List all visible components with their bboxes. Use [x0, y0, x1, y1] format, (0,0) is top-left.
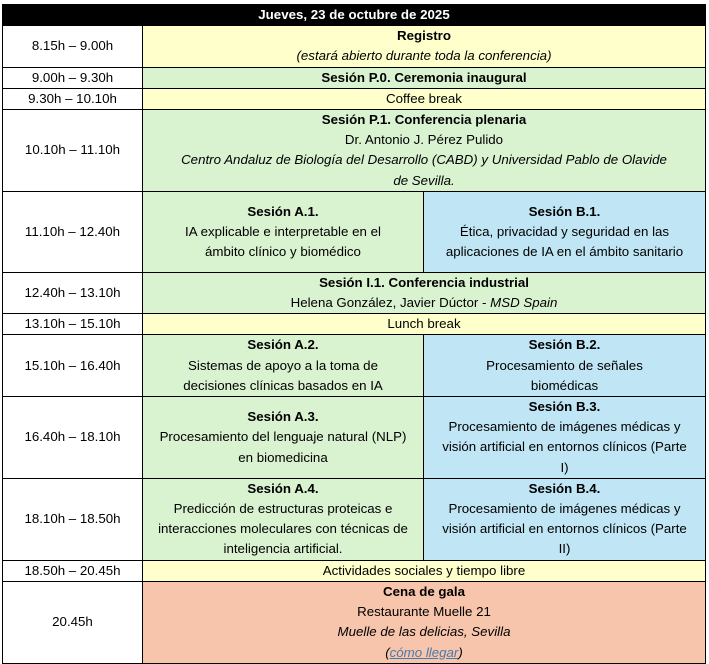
session-a3-title: Sesión A.3.: [247, 409, 319, 425]
row-s2: [3, 335, 706, 397]
cena-address: Muelle de las delicias, Sevilla: [337, 624, 511, 640]
cena-cell: [143, 581, 706, 663]
time-cell: 9.00h – 9.30h: [3, 67, 143, 88]
social-title: Actividades sociales y tiempo libre: [143, 560, 706, 581]
session-a4-desc: Predicción de estructuras proteicas e interacciones moleculares con técnicas de inteligencia artificial.: [158, 501, 408, 557]
paren-close: ): [458, 644, 463, 660]
time-cell: 12.40h – 13.10h: [3, 272, 143, 313]
row-s1: [3, 191, 706, 272]
directions-link[interactable]: cómo llegar: [389, 644, 459, 660]
row-i1: [3, 272, 706, 313]
cena-directions: [147, 643, 701, 663]
cena-venue: Restaurante Muelle 21: [357, 604, 491, 620]
session-b4-title: Sesión B.4.: [528, 480, 601, 496]
time-cell: 20.45h: [3, 581, 143, 663]
session-a3-desc: Procesamiento del lenguaje natural (NLP) en biomedicina: [159, 429, 407, 465]
time-cell: 18.10h – 18.50h: [3, 478, 143, 560]
session-b2-cell: [424, 335, 706, 397]
registro-note: (estará abierto durante toda la conferencia): [296, 48, 552, 64]
session-a2-cell: [143, 335, 424, 397]
session-b1-cell: [424, 191, 706, 272]
row-lunch: [3, 314, 706, 335]
session-a3-cell: [143, 397, 424, 479]
row-social: [3, 560, 706, 581]
session-b1-title: Sesión B.1.: [528, 203, 601, 219]
time-cell: 11.10h – 12.40h: [3, 191, 143, 272]
p1-affiliation: Centro Andaluz de Biología del Desarrollo (CABD) y Universidad Pablo de Olavide de Sevilla.: [181, 152, 667, 188]
p1-speaker: Dr. Antonio J. Pérez Pulido: [344, 132, 504, 148]
header-row: [3, 5, 706, 26]
i1-title: Sesión I.1. Conferencia industrial: [319, 274, 529, 290]
session-b1-desc: Ética, privacidad y seguridad en las aplicaciones de IA en el ámbito sanitario: [445, 223, 684, 259]
session-b4-cell: [424, 478, 706, 560]
p1-cell: [143, 110, 706, 192]
session-a1-desc: IA explicable e interpretable en el ámbito clínico y biomédico: [185, 223, 381, 259]
session-a1-title: Sesión A.1.: [247, 203, 319, 219]
session-a4-title: Sesión A.4.: [247, 480, 319, 496]
lunch-title: Lunch break: [143, 314, 706, 335]
session-a4-cell: [143, 478, 424, 560]
session-b2-desc: Procesamiento de señales biomédicas: [486, 357, 643, 393]
p1-title: Sesión P.1. Conferencia plenaria: [321, 112, 527, 128]
schedule-table: [2, 4, 706, 664]
row-p1: [3, 110, 706, 192]
cena-title: Cena de gala: [382, 583, 466, 599]
time-cell: 10.10h – 11.10h: [3, 110, 143, 192]
time-cell: 9.30h – 10.10h: [3, 88, 143, 109]
i1-speakers-line: [147, 293, 701, 313]
time-cell: 18.50h – 20.45h: [3, 560, 143, 581]
session-b2-title: Sesión B.2.: [528, 337, 601, 353]
session-a1-cell: [143, 191, 424, 272]
day-header: Jueves, 23 de octubre de 2025: [3, 5, 706, 26]
session-b3-desc: Procesamiento de imágenes médicas y visión artificial en entornos clínicos (Parte I): [442, 419, 687, 475]
row-p0: [3, 67, 706, 88]
i1-speakers: Helena González, Javier Dúctor -: [290, 295, 491, 311]
registro-cell: [143, 26, 706, 67]
session-a2-title: Sesión A.2.: [247, 337, 319, 353]
row-s3: [3, 397, 706, 479]
time-cell: 8.15h – 9.00h: [3, 26, 143, 67]
session-b3-title: Sesión B.3.: [528, 399, 601, 415]
row-s4: [3, 478, 706, 560]
time-cell: 15.10h – 16.40h: [3, 335, 143, 397]
coffee-title: Coffee break: [143, 88, 706, 109]
row-coffee: [3, 88, 706, 109]
i1-company: MSD Spain: [490, 295, 558, 311]
paren-open: (: [385, 644, 390, 660]
time-cell: 13.10h – 15.10h: [3, 314, 143, 335]
row-cena: [3, 581, 706, 663]
p0-title: Sesión P.0. Ceremonia inaugural: [143, 67, 706, 88]
session-a2-desc: Sistemas de apoyo a la toma de decisiones clínicas basados en IA: [183, 357, 383, 393]
registro-title: Registro: [397, 28, 451, 44]
row-registro: [3, 26, 706, 67]
time-cell: 16.40h – 18.10h: [3, 397, 143, 479]
session-b3-cell: [424, 397, 706, 479]
session-b4-desc: Procesamiento de imágenes médicas y visión artificial en entornos clínicos (Parte II): [442, 501, 687, 557]
i1-cell: [143, 272, 706, 313]
